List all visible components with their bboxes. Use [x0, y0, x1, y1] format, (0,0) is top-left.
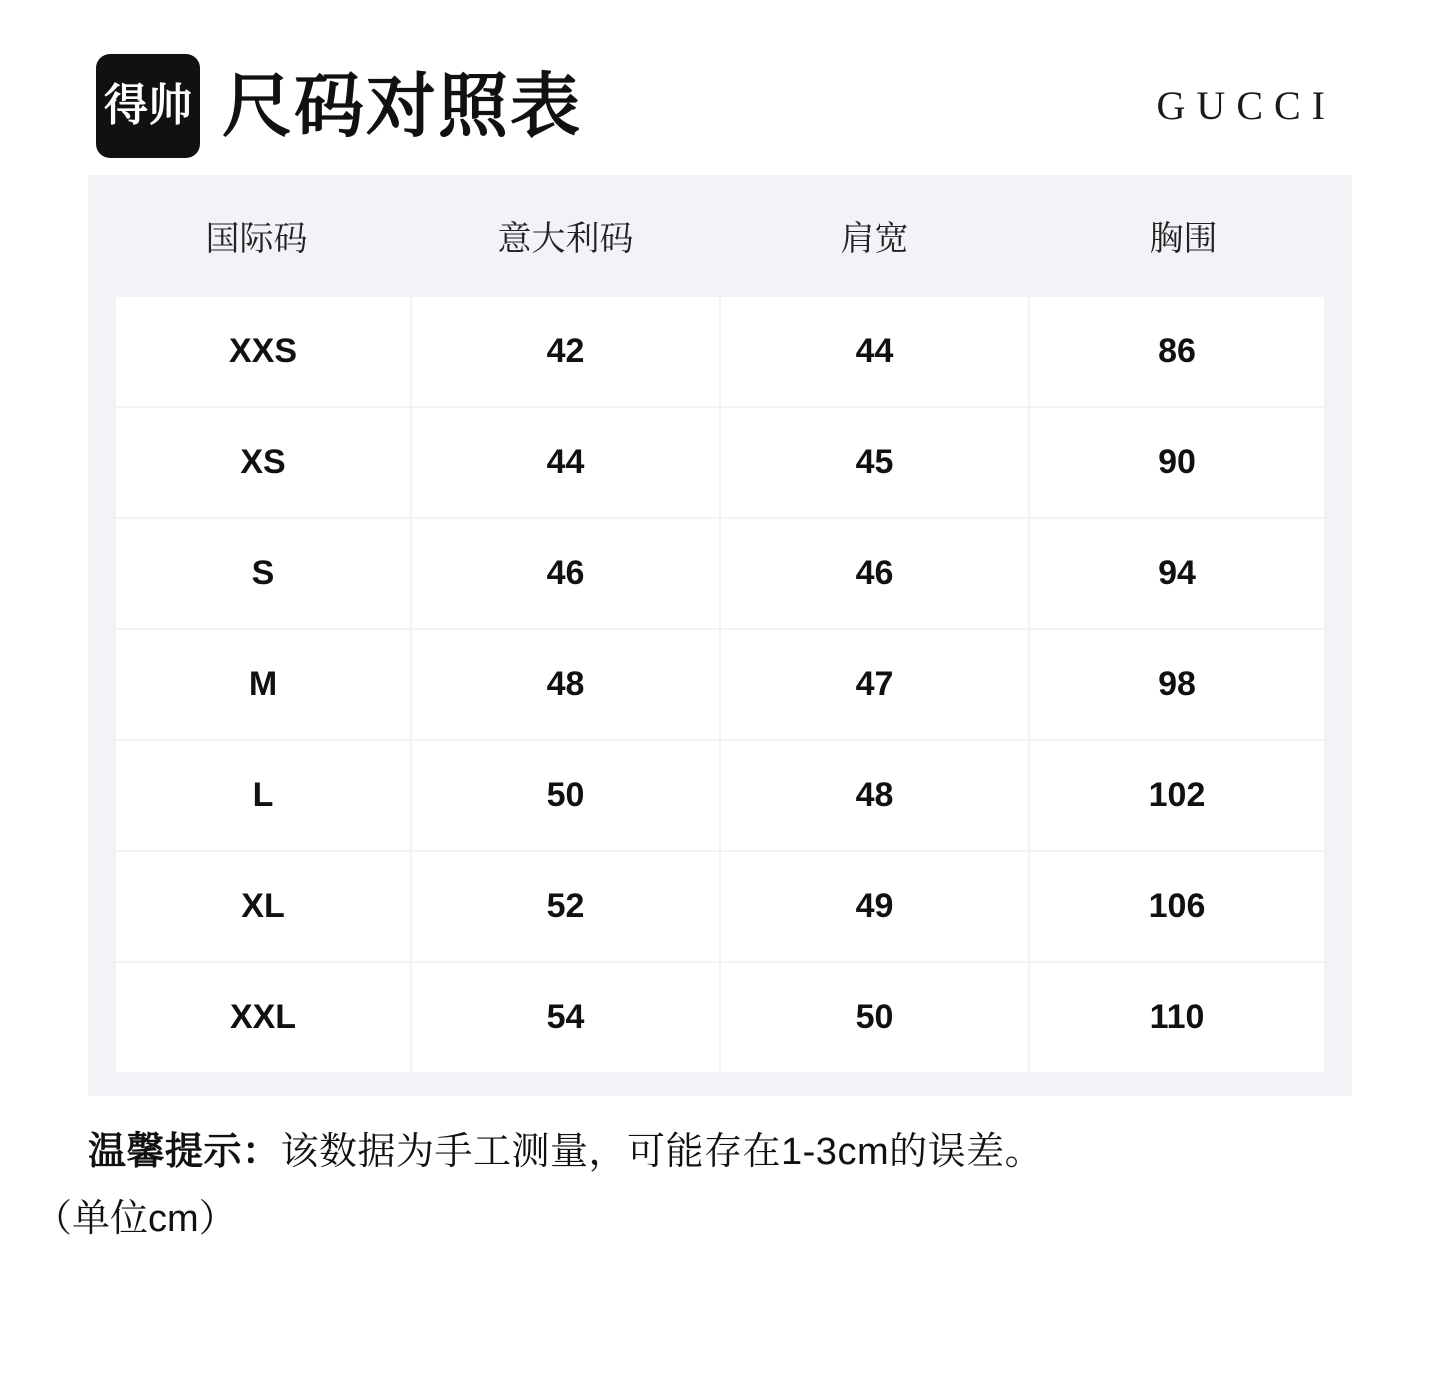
size-table-container: [88, 175, 1352, 1096]
cell-chest: 110: [1029, 962, 1338, 1073]
column-header-international: 国际码: [102, 175, 411, 296]
table-row: [102, 518, 1338, 629]
cell-italian: 44: [411, 407, 720, 518]
app-logo-icon: 得帅: [96, 54, 200, 158]
cell-international: XL: [102, 851, 411, 962]
note-unit: （单位cm）: [34, 1197, 237, 1240]
column-header-shoulder: 肩宽: [720, 175, 1029, 296]
cell-shoulder: 48: [720, 740, 1029, 851]
table-row: [102, 629, 1338, 740]
cell-international: XS: [102, 407, 411, 518]
cell-chest: 94: [1029, 518, 1338, 629]
size-table-body: [102, 296, 1338, 1073]
cell-italian: 42: [411, 296, 720, 407]
cell-shoulder: 44: [720, 296, 1029, 407]
cell-chest: 90: [1029, 407, 1338, 518]
cell-shoulder: 46: [720, 518, 1029, 629]
measurement-note: [88, 1122, 1352, 1183]
cell-international: XXS: [102, 296, 411, 407]
table-row: [102, 962, 1338, 1073]
table-row: [102, 851, 1338, 962]
page-title: 尺码对照表: [222, 66, 582, 145]
cell-shoulder: 49: [720, 851, 1029, 962]
cell-italian: 48: [411, 629, 720, 740]
table-row: [102, 407, 1338, 518]
cell-shoulder: 47: [720, 629, 1029, 740]
column-header-chest: 胸围: [1029, 175, 1338, 296]
page-header: [0, 0, 1440, 175]
cell-international: L: [102, 740, 411, 851]
cell-chest: 106: [1029, 851, 1338, 962]
cell-shoulder: 45: [720, 407, 1029, 518]
cell-italian: 54: [411, 962, 720, 1073]
note-body: 该数据为手工测量，可能存在1-3cm的误差。: [280, 1131, 1044, 1173]
cell-international: M: [102, 629, 411, 740]
cell-international: S: [102, 518, 411, 629]
cell-chest: 86: [1029, 296, 1338, 407]
table-header-row: [102, 175, 1338, 296]
table-row: [102, 296, 1338, 407]
cell-italian: 52: [411, 851, 720, 962]
column-header-italian: 意大利码: [411, 175, 720, 296]
size-table-head: [102, 175, 1338, 296]
cell-italian: 50: [411, 740, 720, 851]
cell-chest: 102: [1029, 740, 1338, 851]
cell-international: XXL: [102, 962, 411, 1073]
brand-logo: GUCCI: [1156, 83, 1336, 128]
cell-chest: 98: [1029, 629, 1338, 740]
size-table: [88, 175, 1352, 1074]
cell-italian: 46: [411, 518, 720, 629]
table-row: [102, 740, 1338, 851]
cell-shoulder: 50: [720, 962, 1029, 1073]
note-label: 温馨提示：: [88, 1131, 281, 1173]
